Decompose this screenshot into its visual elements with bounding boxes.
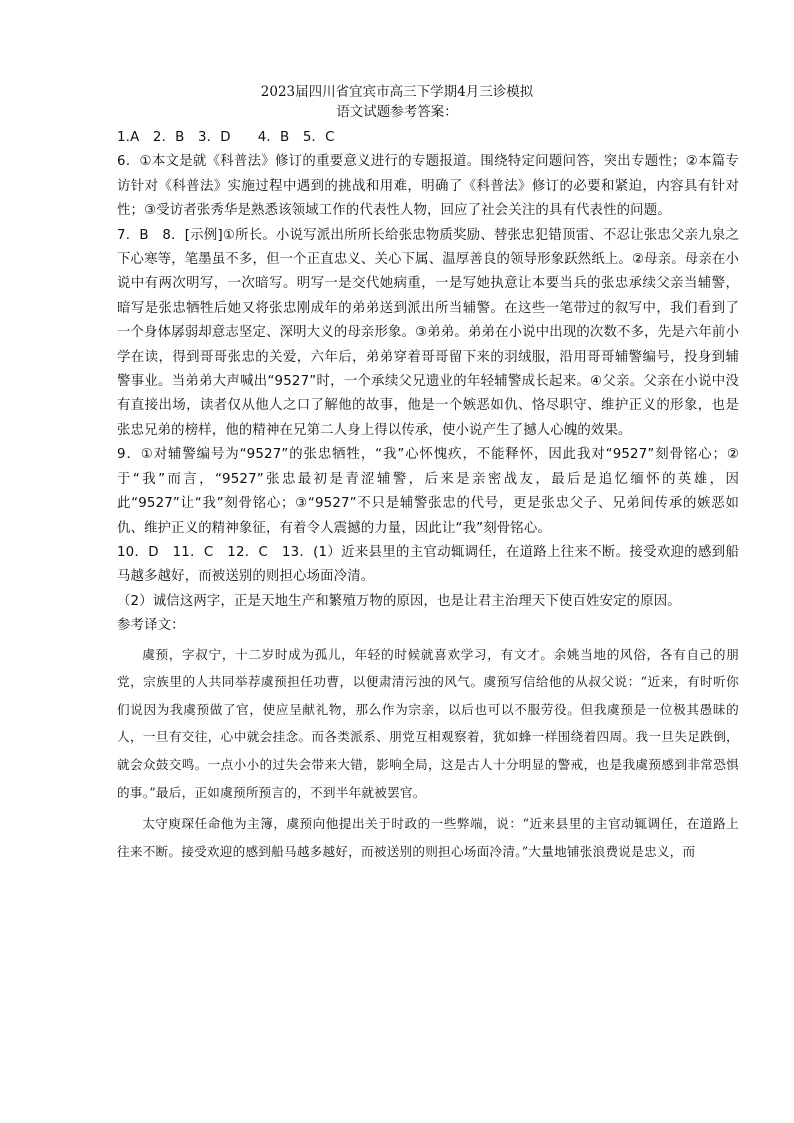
answer-13-2: （2）诚信这两字，正是天地生产和繁殖万物的原因，也是让君主治理天下使百姓安定的原因。 <box>117 593 681 609</box>
answer-7-8: 7．B 8．[示例]①所长。小说写派出所所长给张忠物质奖励、替张忠犯错顶雷、不忍让张忠父亲九泉之下心寒等，笔墨虽不多，但一个正直忠义、关心下属、温厚善良的领导形象跃然纸上。②母亲。母亲在小说中有两次明写，一次暗写。明写一是交代她病重，一是写她执意让本要当兵的张忠承续父亲当辅警，暗写是张忠牺牲后她又将张忠刚成年的弟弟送到派出所当辅警。在这些一笔带过的叙写中，我们看到了一个身体孱弱却意志坚定、深明大义的母亲形象。③弟弟。弟弟在小说中出现的次数不多，先是六年前小学在读，得到哥哥张忠的关爱，六年后，弟弟穿着哥哥留下来的羽绒服，沿用哥哥辅警编号，投身到辅警事业。当弟弟大声喊出“9527”时，一个承续父兄遗业的年轻辅警成长起来。④父亲。父亲在小说中没有直接出场，读者仅从他人之口了解他的故事，他是一个嫉恶如仇、恪尽职守、维护正义的形象，也是张忠兄弟的榜样，他的精神在兄第二人身上得以传承，使小说产生了撼人心魄的效果。 <box>117 227 739 438</box>
answer-6: 6．①本文是就《科普法》修订的重要意义进行的专题报道。围绕特定问题问答，突出专题性；②本篇专访针对《科普法》实施过程中遇到的挑战和用难，明确了《科普法》修订的必要和紧迫，内容具有针对性；③受访者张秀华是熟悉该领域工作的代表性人物，回应了社会关注的具有代表性的问题。 <box>117 154 739 219</box>
answer-9: 9．①对辅警编号为“9527”的张忠牺牲，“我”心怀愧疚，不能释怀，因此我对“9527”刻骨铭心；②于“我”而言，“9527”张忠最初是青涩辅警，后来是亲密战友，最后是追忆缅怀的英雄，因此“9527”让“我”刻骨铭心；③“9527”不只是辅警张忠的代号，更是张忠父子、兄弟间传承的嫉恶如仇、维护正义的精神象征，有着令人震撼的力量，因此让“我”刻骨铭心。 <box>117 447 739 536</box>
answer-10-13-1: 10．D 11．C 12．C 13．(1）近来县里的主官动辄调任，在道路上往来不断。接受欢迎的感到船马越多越好，而被送别的则担心场面冷清。 <box>117 544 739 585</box>
document-subtitle: 语文试题参考答案： <box>336 104 458 120</box>
translation-paragraph-2: 太守庾琛任命他为主簿，虞预向他提出关于时政的一些弊端，说：“近来县里的主官动辄调任，在道路上往来不断。接受欢迎的感到船马越多越好，而被送别的则担心场面冷清。”大量地铺张浪费说是忠义，而 <box>117 816 739 859</box>
translation-text <box>117 641 739 866</box>
translation-heading: 参考译文： <box>117 618 185 634</box>
answer-body <box>117 126 739 865</box>
answer-1-5: 1.A 2．B 3．D 4．B 5．C <box>117 130 335 145</box>
translation-paragraph-1: 虞预，字叔宁，十二岁时成为孤儿，年轻的时候就喜欢学习，有文才。余姚当地的风俗，各有自己的朋党，宗族里的人共同举荐虞预担任功曹，以便肃清污浊的风气。虞预写信给他的从叔父说：“近来，有时听你们说因为我虞预做了官，使应呈献礼物，那么作为宗亲，以后也可以不服劳役。但我虞预是一位极其愚昧的人，一旦有交往，心中就会挂念。而各类派系、朋党互相观察着，犹如蜂一样围绕着四周。我一旦失足跌倒，就会众鼓交鸣。一点小小的过失会带来大错，影响全局，这是古人十分明显的警戒，也是我虞预感到非常恐惧的事。”最后，正如虞预所预言的，不到半年就被罢官。 <box>117 646 739 800</box>
document-title: 2023届四川省宜宾市高三下学期4月三诊模拟 <box>260 84 534 100</box>
